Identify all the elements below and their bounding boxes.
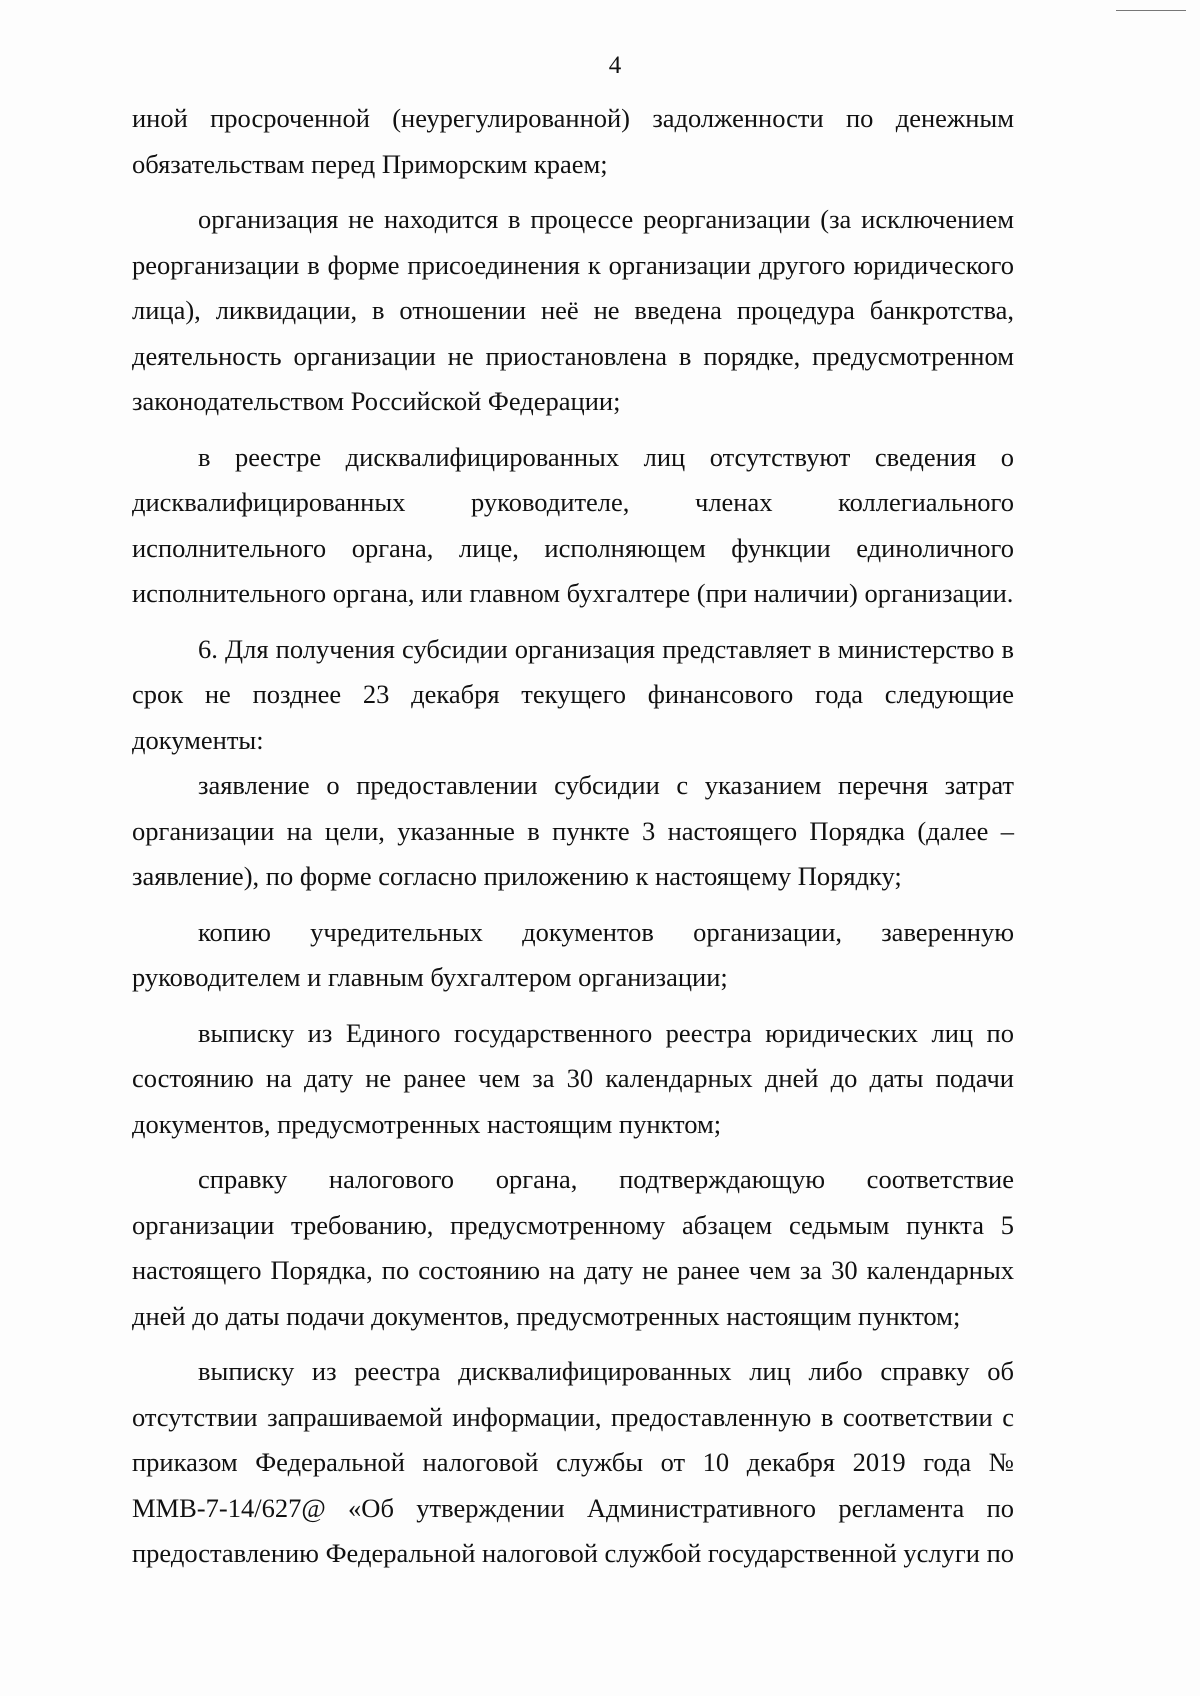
- paragraph-egrul-extract: выписку из Единого государственного реестра юридических лиц по состоянию на дату не ранее чем за 30 календарных дней до даты подачи документов, предусмотренных настоящим пунктом;: [132, 1017, 1014, 1139]
- paragraph-founding-documents: копию учредительных документов организации, заверенную руководителем и главным бухгалтером организации;: [132, 916, 1014, 992]
- paragraph-debt-continuation: иной просроченной (неурегулированной) задолженности по денежным обязательствам перед Приморским краем;: [132, 103, 1014, 179]
- paragraph-disqualified-registry: в реестре дисквалифицированных лиц отсутствуют сведения о дисквалифицированных руководителе, членах коллегиального исполнительного органа, лице, исполняющем функции единоличного исполнительного органа, или главном бухгалтере (при наличии) организации.: [132, 441, 1014, 608]
- paragraph-tax-certificate: справку налогового органа, подтверждающую соответствие организации требованию, предусмотренному абзацем седьмым пункта 5 настоящего Порядка, по состоянию на дату не ранее чем за 30 календарных дней до даты подачи документов, предусмотренных настоящим пунктом;: [132, 1164, 1014, 1331]
- paragraph-application: заявление о предоставлении субсидии с указанием перечня затрат организации на цели, указанные в пункте 3 настоящего Порядка (далее – заявление), по форме согласно приложению к настоящему Порядку;: [132, 770, 1014, 891]
- paragraph-item-6: 6. Для получения субсидии организация представляет в министерство в срок не позднее 23 декабря текущего финансового года следующие документы:: [132, 633, 1014, 755]
- paragraph-reorganization: организация не находится в процессе реорганизации (за исключением реорганизации в форме присоединения к организации другого юридического лица), ликвидации, в отношении неё не введена процедура банкротства, деятельность организации не приостановлена в порядке, предусмотренном законодательством Российской Федерации;: [132, 204, 1014, 416]
- paragraph-disqualified-extract: выписку из реестра дисквалифицированных лиц либо справку об отсутствии запрашиваемой информации, предоставленную в соответствии с приказом Федеральной налоговой службы от 10 декабря 2019 года № ММВ-7-14/627@ «Об утверждении Административного регламента по предоставлению Федеральной налоговой службой государственной услуги по: [132, 1356, 1014, 1568]
- document-body: [132, 96, 1014, 1577]
- scan-corner-mark: [1116, 10, 1186, 11]
- page-number: 4: [608, 52, 622, 79]
